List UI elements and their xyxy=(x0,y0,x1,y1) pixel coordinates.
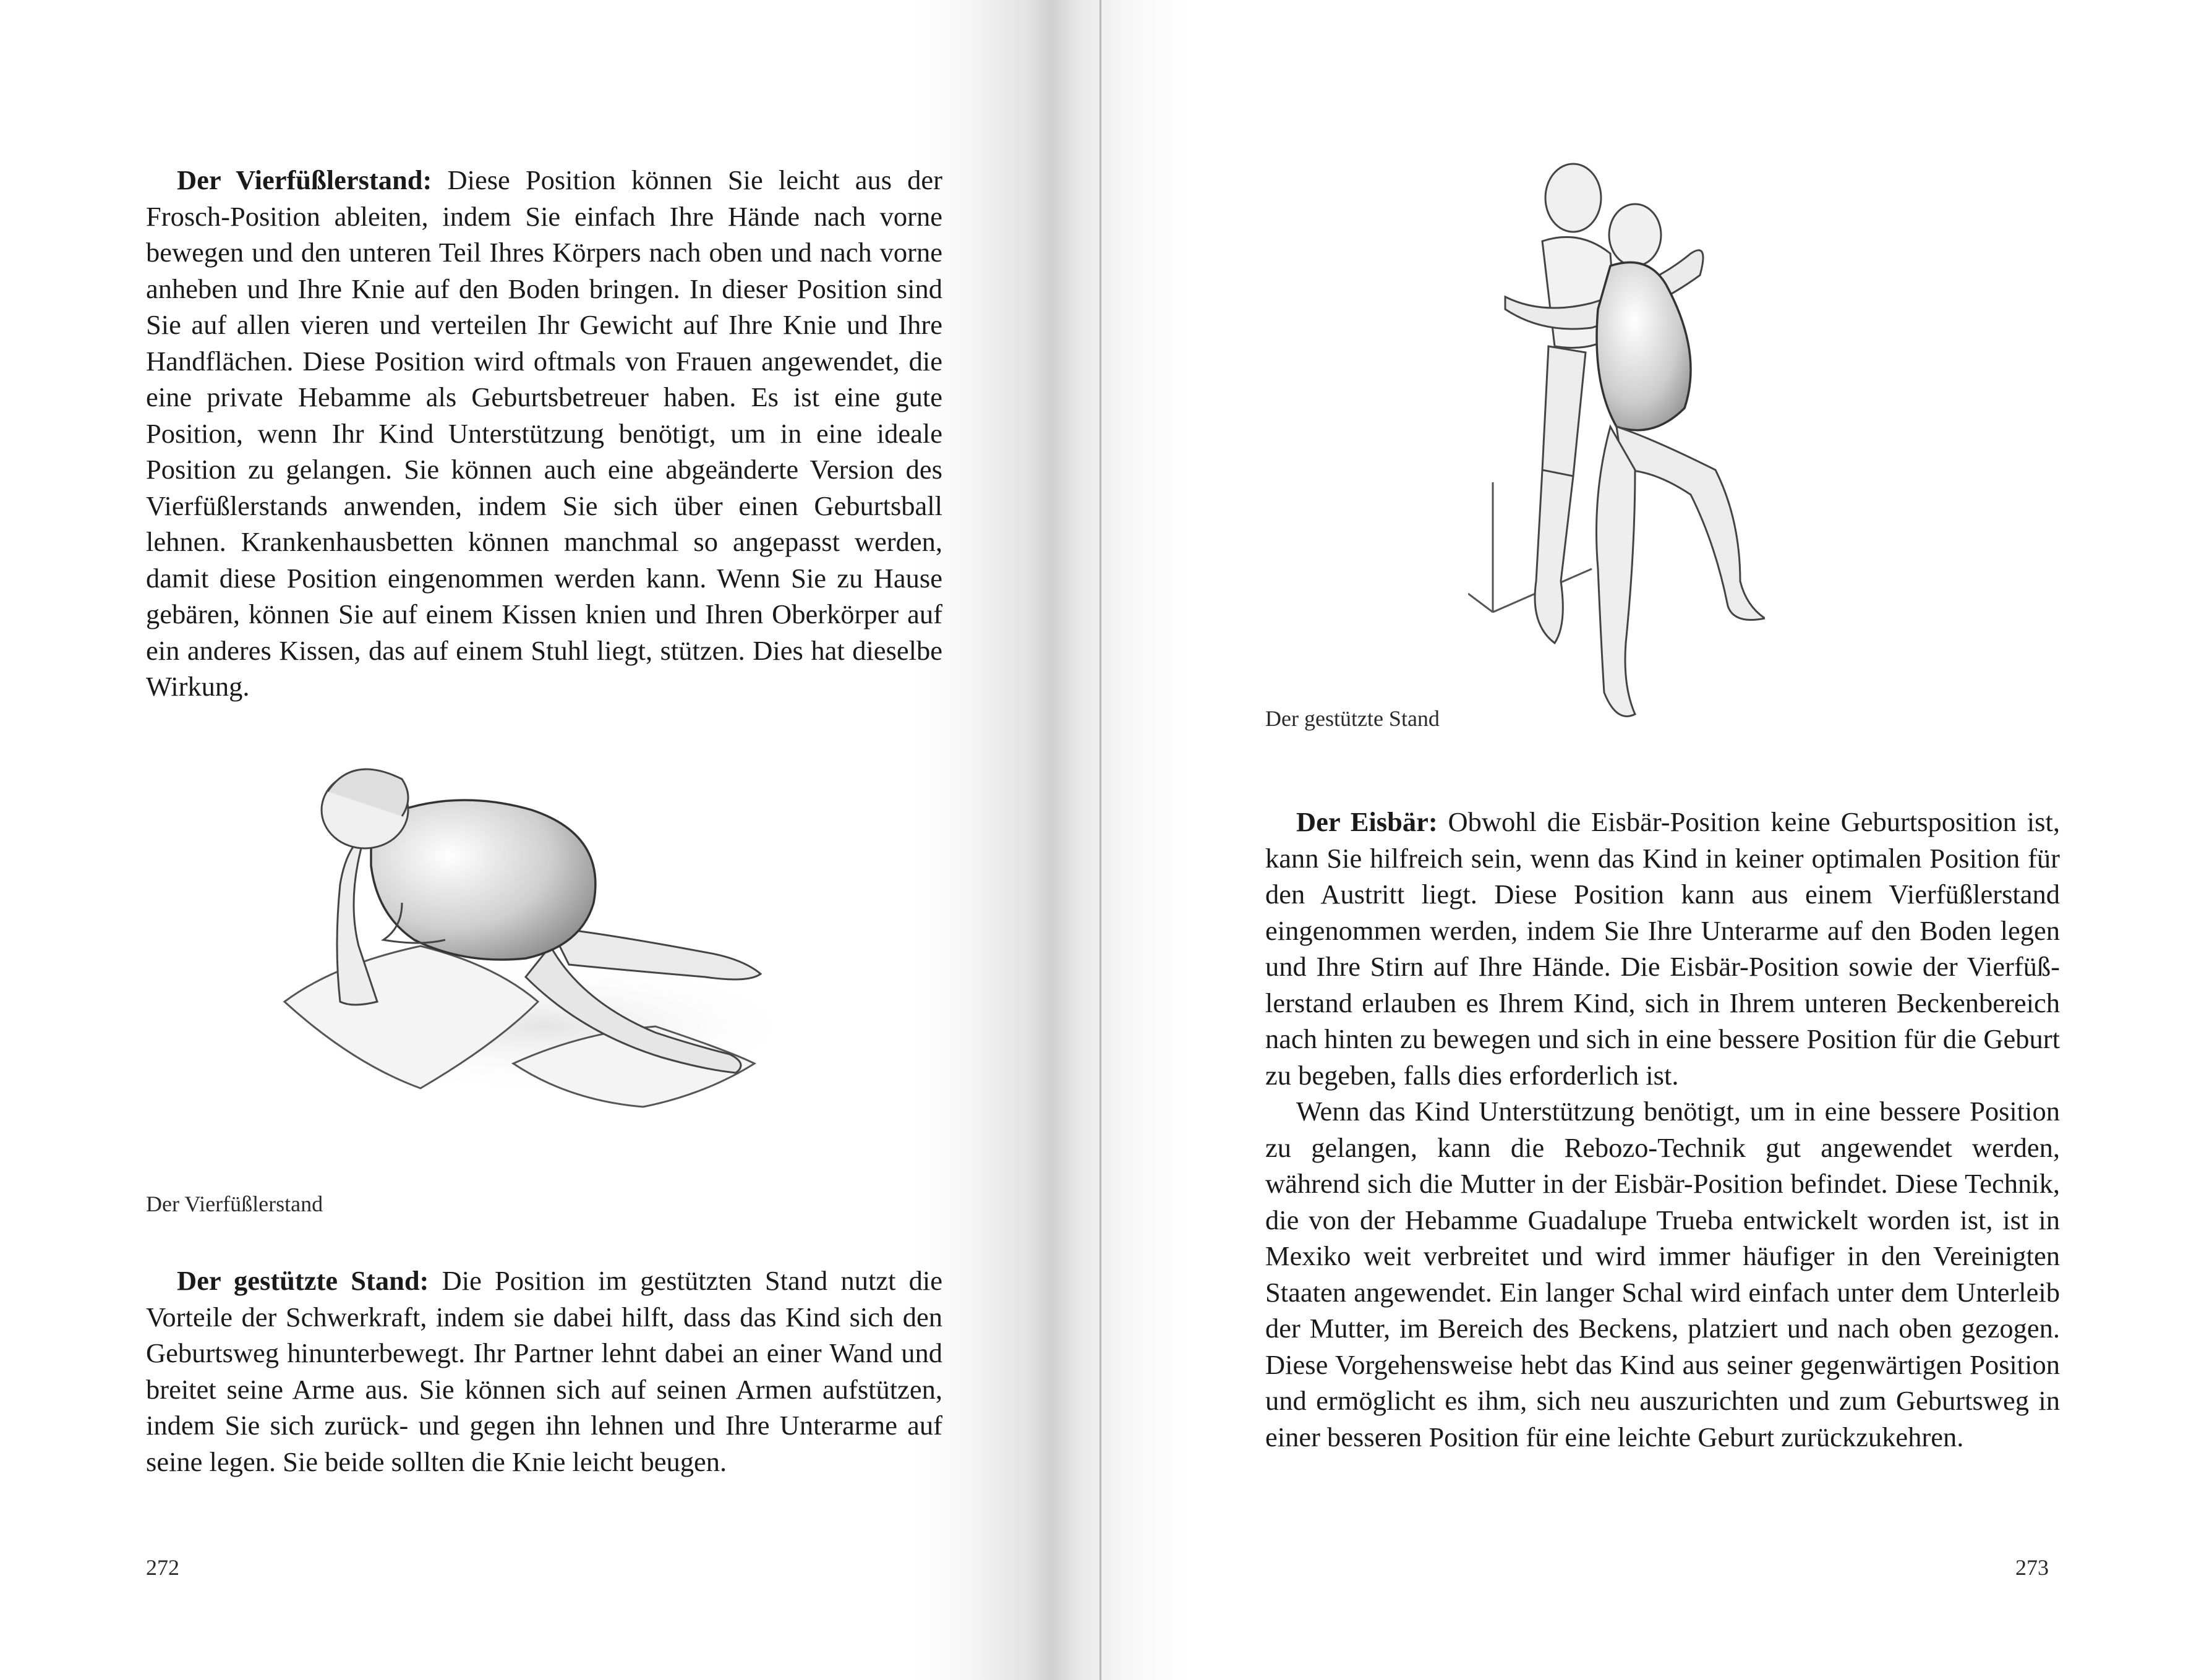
illustration-all-fours xyxy=(260,742,866,1113)
paragraph-body: Die Position im gestützten Stand nutzt die Vorteile der Schwerkraft, indem sie dabei hilft, dass das Kind sich den Geburtsweg hinunterbewegt. Ihr Partner lehnt dabei an einer Wand und breitet seine Arme aus. Sie können sich auf seinen Armen aufstützen, indem Sie sich zurück- und gegen ihn lehnen und Ihre Unterarme auf seine legen. Sie beide sollten die Knie leicht beugen. xyxy=(146,1265,942,1477)
section-heading: Der Eisbär: xyxy=(1296,806,1438,837)
page-number-right: 273 xyxy=(2015,1555,2049,1580)
paragraph-gestuetzter-stand xyxy=(146,1263,942,1480)
paragraph-eisbaer xyxy=(1265,804,2060,1093)
right-page xyxy=(1103,0,2191,1680)
illustration-supported-standing xyxy=(1468,148,1765,723)
figure-caption-left: Der Vierfüßlerstand xyxy=(146,1192,323,1216)
paragraph-vierfuesslerstand xyxy=(146,162,942,705)
left-text-block-2 xyxy=(146,1263,942,1480)
right-text-block xyxy=(1265,804,2060,1455)
section-heading: Der Vierfüßlerstand: xyxy=(177,164,432,195)
figure-caption-right: Der gestützte Stand xyxy=(1265,706,1440,731)
section-heading: Der gestützte Stand: xyxy=(177,1265,429,1296)
paragraph-body: Obwohl die Eisbär-Position keine Geburtsposition ist, kann Sie hilfreich sein, wenn das Kind in keiner optimalen Position für den Austritt liegt. Diese Position kann aus einem Vierfüßlerstand eingenommen werden, indem Sie Ihre Unterarme auf den Boden legen und Ihre Stirn auf Ihre Hände. Die Eisbär-Position sowie der Vierfüßlerstand erlauben es Ihrem Kind, sich in Ihrem unteren Beckenbereich nach hinten zu bewegen und sich in eine bessere Position für die Geburt zu begeben, falls dies erforderlich ist. xyxy=(1265,806,2060,1091)
paragraph-body: Diese Position können Sie leicht aus der Frosch-Position ableiten, indem Sie einfach Ihre Hände nach vorne bewegen und den unteren Teil Ihres Körpers nach oben und nach vorne anheben und Ihre Knie auf den Boden bringen. In dieser Position sind Sie auf allen vieren und verteilen Ihr Gewicht auf Ihre Knie und Ihre Handflächen. Diese Position wird oftmals von Frauen angewendet, die eine private Hebamme als Geburtsbetreuer haben. Es ist eine gute Position, wenn Ihr Kind Unterstützung benötigt, um in eine ideale Position zu gelangen. Sie können auch eine abgeänderte Version des Vierfüßlerstands anwenden, indem Sie sich über einen Geburtsball lehnen. Krankenhausbetten können manchmal so angepasst werden, damit diese Position eingenommen werden kann. Wenn Sie zu Hause gebären, können Sie auf einem Kissen knien und Ihren Oberkörper auf ein anderes Kissen, das auf einem Stuhl liegt, stützen. Dies hat dieselbe Wirkung. xyxy=(146,164,942,702)
left-text-block-1 xyxy=(146,162,942,705)
paragraph-rebozo: Wenn das Kind Unterstützung benötigt, um in eine bessere Position zu gelangen, kann die Rebozo-Technik gut angewendet werden, während sich die Mutter in der Eisbär-Position befindet. Diese Technik, die von der Hebamme Guadalupe Trueba entwickelt worden ist, ist in Mexiko weit verbreitet und wird immer häufiger in den Vereinigten Staaten angewendet. Ein langer Schal wird einfach unter dem Unterleib der Mutter, im Bereich des Beckens, platziert und nach oben gezogen. Diese Vorgehensweise hebt das Kind aus seiner gegenwärtigen Position und ermöglicht es ihm, sich neu auszurichten und zum Geburtsweg in einer besseren Position für eine leichte Geburt zurückzukehren. xyxy=(1265,1096,2060,1452)
book-spine xyxy=(1100,0,1101,1680)
page-number-left: 272 xyxy=(146,1555,179,1580)
